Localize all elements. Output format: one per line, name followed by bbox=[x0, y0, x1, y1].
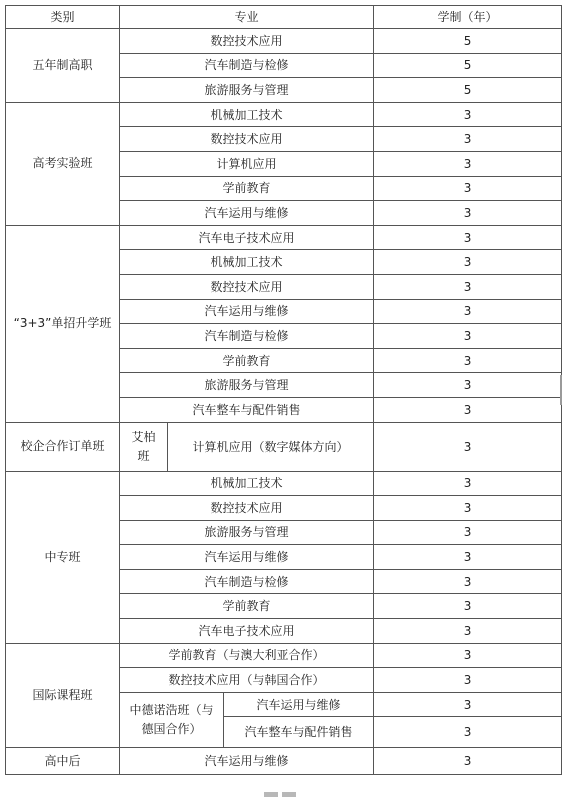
years-cell: 3 bbox=[374, 201, 562, 226]
major-cell: 汽车电子技术应用 bbox=[120, 225, 374, 250]
years-cell: 3 bbox=[374, 748, 562, 775]
years-cell: 3 bbox=[374, 127, 562, 152]
years-cell: 3 bbox=[374, 274, 562, 299]
years-cell: 3 bbox=[374, 545, 562, 570]
category-cell: 国际课程班 bbox=[6, 643, 120, 748]
page-marker bbox=[264, 782, 300, 787]
years-cell: 3 bbox=[374, 643, 562, 668]
major-cell: 汽车运用与维修 bbox=[120, 201, 374, 226]
majors-table bbox=[5, 5, 562, 775]
category-cell: 高中后 bbox=[6, 748, 120, 775]
years-cell: 3 bbox=[374, 471, 562, 496]
major-cell: 汽车电子技术应用 bbox=[120, 619, 374, 644]
years-cell: 3 bbox=[374, 422, 562, 471]
major-cell: 计算机应用 bbox=[120, 151, 374, 176]
category-cell: “3+3”单招升学班 bbox=[6, 225, 120, 422]
years-cell: 3 bbox=[374, 373, 562, 398]
major-cell: 学前教育 bbox=[120, 594, 374, 619]
years-cell: 3 bbox=[374, 496, 562, 521]
years-cell: 3 bbox=[374, 250, 562, 275]
major-cell: 汽车制造与检修 bbox=[120, 569, 374, 594]
major-cell: 旅游服务与管理 bbox=[120, 78, 374, 103]
major-cell: 数控技术应用 bbox=[120, 274, 374, 299]
major-cell: 汽车运用与维修 bbox=[120, 748, 374, 775]
years-cell: 3 bbox=[374, 520, 562, 545]
table-row bbox=[6, 102, 562, 127]
major-cell: 汽车运用与维修 bbox=[120, 299, 374, 324]
major-cell: 旅游服务与管理 bbox=[120, 520, 374, 545]
years-cell: 3 bbox=[374, 324, 562, 349]
years-cell: 3 bbox=[374, 692, 562, 717]
resize-handle[interactable] bbox=[560, 375, 562, 405]
years-cell: 3 bbox=[374, 397, 562, 422]
major-cell: 机械加工技术 bbox=[120, 250, 374, 275]
years-cell: 3 bbox=[374, 299, 562, 324]
category-cell: 校企合作订单班 bbox=[6, 422, 120, 471]
years-cell: 5 bbox=[374, 53, 562, 78]
table-row bbox=[6, 29, 562, 54]
sub-category-cell: 中德诺浩班（与德国合作） bbox=[120, 692, 224, 748]
major-cell: 数控技术应用 bbox=[120, 29, 374, 54]
major-cell: 汽车制造与检修 bbox=[120, 53, 374, 78]
major-cell: 汽车运用与维修 bbox=[224, 692, 374, 717]
category-cell: 中专班 bbox=[6, 471, 120, 643]
years-cell: 3 bbox=[374, 102, 562, 127]
major-cell: 数控技术应用（与韩国合作） bbox=[120, 668, 374, 693]
major-cell: 计算机应用（数字媒体方向） bbox=[168, 422, 374, 471]
major-cell: 机械加工技术 bbox=[120, 471, 374, 496]
major-cell: 汽车运用与维修 bbox=[120, 545, 374, 570]
header-row bbox=[6, 6, 562, 29]
years-cell: 3 bbox=[374, 225, 562, 250]
major-cell: 学前教育 bbox=[120, 348, 374, 373]
category-cell: 高考实验班 bbox=[6, 102, 120, 225]
major-cell: 汽车整车与配件销售 bbox=[224, 717, 374, 748]
years-cell: 3 bbox=[374, 348, 562, 373]
table-row bbox=[6, 643, 562, 668]
table-row bbox=[6, 422, 562, 471]
table-row bbox=[6, 471, 562, 496]
years-cell: 5 bbox=[374, 29, 562, 54]
years-cell: 3 bbox=[374, 619, 562, 644]
sub-category-cell: 艾柏班 bbox=[120, 422, 168, 471]
table-row bbox=[6, 225, 562, 250]
years-cell: 3 bbox=[374, 594, 562, 619]
years-cell: 3 bbox=[374, 569, 562, 594]
header-category: 类别 bbox=[6, 6, 120, 29]
major-cell: 汽车制造与检修 bbox=[120, 324, 374, 349]
years-cell: 3 bbox=[374, 176, 562, 201]
major-cell: 汽车整车与配件销售 bbox=[120, 397, 374, 422]
category-cell: 五年制高职 bbox=[6, 29, 120, 103]
major-cell: 机械加工技术 bbox=[120, 102, 374, 127]
years-cell: 5 bbox=[374, 78, 562, 103]
years-cell: 3 bbox=[374, 151, 562, 176]
major-cell: 学前教育（与澳大利亚合作） bbox=[120, 643, 374, 668]
years-cell: 3 bbox=[374, 668, 562, 693]
years-cell: 3 bbox=[374, 717, 562, 748]
table-row bbox=[6, 748, 562, 775]
header-years: 学制（年） bbox=[374, 6, 562, 29]
major-cell: 数控技术应用 bbox=[120, 127, 374, 152]
header-major: 专业 bbox=[120, 6, 374, 29]
major-cell: 数控技术应用 bbox=[120, 496, 374, 521]
major-cell: 学前教育 bbox=[120, 176, 374, 201]
major-cell: 旅游服务与管理 bbox=[120, 373, 374, 398]
